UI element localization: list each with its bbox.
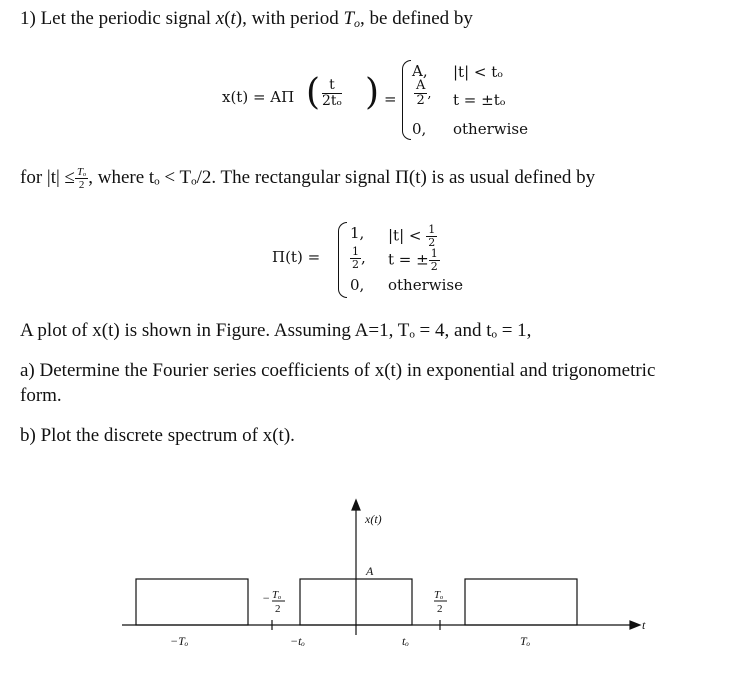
intro-text-2: ), with period (235, 8, 344, 29)
question-a-line2: form. (20, 385, 62, 406)
eq1-case1-val: A, (412, 62, 428, 80)
for-frac-num: Tₒ (76, 166, 87, 178)
intro-o: o (354, 16, 361, 30)
for-text-1: for |t| ≤ (20, 166, 75, 188)
eq2-case2-half-den: 2 (352, 258, 359, 272)
eq1-case2-num: A (416, 78, 426, 93)
label-neg-half-sign: − (262, 591, 271, 605)
eq1-case2-den: 2 (416, 93, 425, 109)
pulse-left (136, 579, 248, 625)
label-t0: tₒ (402, 634, 409, 648)
eq2-case2-comma: , (361, 248, 366, 267)
eq2-lhs: Π(t) = (272, 248, 321, 266)
intro-t: t (230, 8, 236, 29)
label-pos-half-num: Tₒ (434, 589, 444, 601)
eq1-paren-left: ( (306, 72, 321, 113)
eq2-case2-cond-text: t = ± (388, 250, 429, 269)
eq2-case1-val: 1, (350, 224, 365, 242)
label-neg-t0: −tₒ (290, 634, 305, 648)
label-t-axis: t (642, 618, 646, 632)
eq2-case2-half-num: 1 (352, 245, 359, 258)
for-frac-den: 2 (78, 179, 85, 192)
eq2-half-den: 2 (428, 236, 436, 250)
label-neg-T0: −Tₒ (170, 634, 189, 648)
label-ylabel: x(t) (365, 512, 382, 526)
eq1-case1-cond: |t| < tₒ (453, 63, 504, 81)
label-neg-half-den: 2 (275, 603, 281, 615)
intro-x: x (215, 8, 225, 29)
eq1-case3-val: 0, (412, 120, 427, 138)
question-a-line1: a) Determine the Fourier series coefficients of x(t) in exponential and trigonometric (20, 360, 656, 381)
eq2-case2-cond-num: 1 (430, 247, 438, 260)
eq1-case3-cond: otherwise (453, 120, 528, 138)
label-amplitude: A (366, 564, 374, 578)
intro-T: T (343, 8, 355, 29)
intro-paren-open: ( (224, 8, 231, 29)
eq1-case2-comma: , (427, 86, 432, 102)
eq1-equals: = (384, 90, 397, 108)
eq1-lhs: x(t) = AΠ (222, 88, 295, 106)
amplitude-axis-arrow (352, 500, 360, 510)
time-axis-arrow (630, 621, 640, 629)
eq1-arg-num: t (322, 78, 342, 94)
label-T0: Tₒ (520, 634, 531, 648)
assumption-line: A plot of x(t) is shown in Figure. Assuming A=1, Tₒ = 4, and tₒ = 1, (20, 320, 532, 341)
eq2-case2-cond-den: 2 (430, 260, 438, 274)
intro-text-1: 1) Let the periodic signal (20, 8, 216, 29)
intro-text-3: , be defined by (360, 8, 473, 29)
eq2-case3-cond: otherwise (388, 276, 463, 294)
label-neg-half-num: Tₒ (272, 589, 282, 601)
label-pos-half-den: 2 (437, 603, 443, 615)
pulse-right (465, 579, 577, 625)
eq1-arg-den: 2tₒ (322, 93, 342, 110)
for-text-2: , where tₒ < Tₒ/2. The rectangular signal Π(t) is as usual defined by (88, 166, 596, 188)
eq1-case2-cond: t = ±tₒ (453, 91, 506, 109)
eq2-case1-cond-text: |t| < (388, 226, 422, 245)
eq2-half-num: 1 (428, 223, 436, 236)
eq1-paren-right: ) (365, 72, 380, 113)
question-b-line: b) Plot the discrete spectrum of x(t). (20, 425, 295, 446)
eq2-case3-val: 0, (350, 276, 365, 294)
